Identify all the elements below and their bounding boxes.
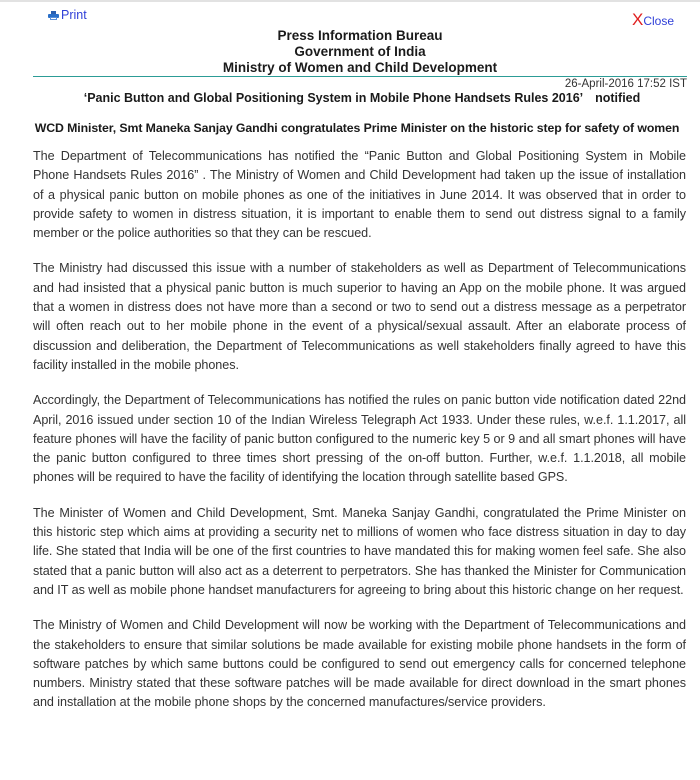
close-button[interactable] bbox=[632, 11, 674, 28]
paragraph-1: The Department of Telecommunications has notified the “Panic Button and Global Positioning System in Mobile Phone Handsets Rules 2016” . The Ministry of Women and Child Development had taken up the issue of installation of a physical panic button on mobile phones as one of the initiatives in June 2014. It was observed that in order to provide safety to women in distress situation, it is important to enable them to send out distress signal to a family member or the police authorities so that they can be rescued. bbox=[33, 149, 686, 241]
release-body bbox=[33, 147, 686, 729]
header-government: Government of India bbox=[294, 44, 426, 59]
release-title-text: ‘Panic Button and Global Positioning System in Mobile Phone Handsets Rules 2016’ bbox=[83, 91, 584, 105]
paragraph-5: The Ministry of Women and Child Development will now be working with the Department of Telecommunications and the stakeholders to ensure that similar solutions be made available for existing mobile phone handsets in the form of software patches by which same buttons could be configured to send out emergency calls for concerned telephone numbers. Ministry stated that these software patches will be made available for direct download in the smart phones and installation at the mobile phone shops by the concerned manufactures/service providers. bbox=[33, 618, 686, 710]
toolbar bbox=[0, 2, 700, 30]
header-ministry: Ministry of Women and Child Development bbox=[222, 60, 498, 75]
print-button[interactable] bbox=[48, 8, 87, 22]
print-label: Print bbox=[61, 8, 87, 22]
close-label: Close bbox=[643, 14, 674, 28]
printer-icon bbox=[48, 11, 59, 20]
page-header bbox=[0, 28, 700, 76]
header-divider bbox=[33, 76, 687, 77]
header-organization: Press Information Bureau bbox=[277, 28, 443, 43]
release-title bbox=[0, 91, 700, 105]
release-status: notified bbox=[595, 91, 641, 105]
release-subtitle: WCD Minister, Smt Maneka Sanjay Gandhi congratulates Prime Minister on the historic step for safety of women bbox=[34, 121, 680, 135]
release-dateline: 26-April-2016 17:52 IST bbox=[564, 78, 687, 90]
paragraph-3: Accordingly, the Department of Telecommunications has notified the rules on panic button vide notification dated 22nd April, 2016 issued under section 10 of the Indian Wireless Telegraph Act 1933. Under these rules, w.e.f. 1.1.2017, all feature phones will have the facility of panic button configured to the numeric key 5 or 9 and all smart phones will have the panic button configured to three times short pressing of the on-off button. Further, w.e.f. 1.1.2018, all mobile phones will be required to have the facility of identifying the location through satellite based GPS. bbox=[33, 393, 686, 485]
paragraph-4: The Minister of Women and Child Development, Smt. Maneka Sanjay Gandhi, congratulated the Prime Minister on this historic step which aims at providing a security net to millions of women who face distress situation in day to day life. She stated that India will be one of the first countries to have mandated this for making women feel safe. She also stated that a panic button will also act as a deterrent to perpetrators. She has thanked the Minister for Communication and IT as well as mobile phone handset manufacturers for agreeing to bring about this historic change on her request. bbox=[33, 505, 686, 597]
paragraph-2: The Ministry had discussed this issue with a number of stakeholders as well as Department of Telecommunications and had insisted that a physical panic button is much superior to having an App on the mobile phone. It was argued that a women in distress does not have more than a second or two to send out a distress message as a perpetrator will often reach out to her mobile phone in the event of a physical/sexual assault. After an elaborate process of discussion and deliberation, the Department of Telecommunications as well stakeholders finally agreed to have this facility installed in the mobile phones. bbox=[33, 261, 686, 372]
close-icon: X bbox=[631, 10, 644, 29]
